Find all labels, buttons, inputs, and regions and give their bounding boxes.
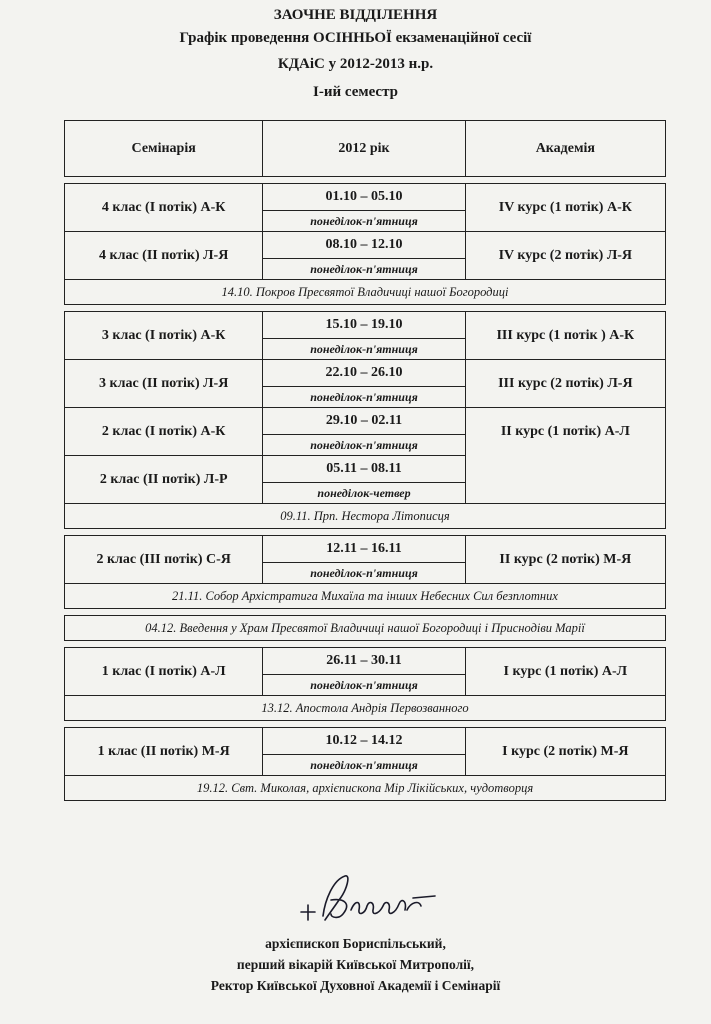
seminary-cell: 4 клас (ІІ потік) Л-Я xyxy=(65,232,263,280)
seminary-cell: 4 клас (І потік) А-К xyxy=(65,184,263,232)
dates-cell: 26.11 – 30.11 xyxy=(263,648,465,675)
holiday-row: 09.11. Прп. Нестора Літописця xyxy=(65,504,666,529)
seminary-cell: 2 клас (І потік) А-К xyxy=(65,408,263,456)
dates-cell: 01.10 – 05.10 xyxy=(263,184,465,211)
row-gap xyxy=(65,641,666,648)
holiday-row: 14.10. Покров Пресвятої Владичиці нашої Богородиці xyxy=(65,280,666,305)
dates-cell: 05.11 – 08.11 xyxy=(263,456,465,483)
seminary-cell: 3 клас (І потік) А-К xyxy=(65,312,263,360)
holiday-row: 19.12. Свт. Миколая, архієпископа Мір Лікійських, чудотворця xyxy=(65,776,666,801)
academy-cell: II курс (1 потік) А-Л xyxy=(465,408,665,504)
signatory-title-3: Ректор Київської Духовної Академії і Семінарії xyxy=(210,978,501,993)
days-cell: понеділок-п'ятниця xyxy=(263,435,465,456)
department-title: ЗАОЧНЕ ВІДДІЛЕННЯ xyxy=(273,7,438,23)
academy-cell: III курс (1 потік ) А-К xyxy=(465,312,665,360)
table-row xyxy=(65,536,666,563)
days-cell: понеділок-п'ятниця xyxy=(263,339,465,360)
days-cell: понеділок-п'ятниця xyxy=(263,563,465,584)
academy-cell: III курс (2 потік) Л-Я xyxy=(465,360,665,408)
institution-year: КДАіС у 2012-2013 н.р. xyxy=(277,56,434,72)
dates-cell: 12.11 – 16.11 xyxy=(263,536,465,563)
schedule-title: Графік проведення ОСІННЬОЇ екзаменаційної сесії xyxy=(179,30,532,46)
academy-cell: II курс (2 потік) М-Я xyxy=(465,536,665,584)
holiday-row: 13.12. Апостола Андрія Первозванного xyxy=(65,696,666,721)
exam-schedule-table xyxy=(64,120,666,801)
signatory-block xyxy=(0,933,711,996)
table-row xyxy=(65,232,666,259)
table-row xyxy=(65,312,666,339)
table-row xyxy=(65,408,666,435)
academy-cell: IV курс (1 потік) А-К xyxy=(465,184,665,232)
seminary-cell: 1 клас (ІІ потік) М-Я xyxy=(65,728,263,776)
row-gap xyxy=(65,177,666,184)
seminary-cell: 2 клас (ІІІ потік) С-Я xyxy=(65,536,263,584)
days-cell: понеділок-п'ятниця xyxy=(263,259,465,280)
table-row xyxy=(65,728,666,755)
days-cell: понеділок-п'ятниця xyxy=(263,675,465,696)
table-row xyxy=(65,184,666,211)
row-gap xyxy=(65,529,666,536)
semester-title: І-ий семестр xyxy=(313,84,398,100)
dates-cell: 29.10 – 02.11 xyxy=(263,408,465,435)
handwritten-signature xyxy=(295,870,445,930)
seminary-cell: 1 клас (І потік) А-Л xyxy=(65,648,263,696)
signatory-title-2: перший вікарій Київської Митрополії, xyxy=(236,957,475,972)
days-cell: понеділок-п'ятниця xyxy=(263,755,465,776)
holiday-row: 04.12. Введення у Храм Пресвятої Владичиці нашої Богородиці і Приснодіви Марії xyxy=(65,616,666,641)
days-cell: понеділок-п'ятниця xyxy=(263,387,465,408)
signatory-title-1: архієпископ Бориспільський, xyxy=(265,936,446,951)
table-row xyxy=(65,648,666,675)
academy-cell: IV курс (2 потік) Л-Я xyxy=(465,232,665,280)
col-seminary-header: Семінарія xyxy=(65,121,263,177)
days-cell: понеділок-четвер xyxy=(263,483,465,504)
seminary-cell: 2 клас (ІІ потік) Л-Р xyxy=(65,456,263,504)
row-gap xyxy=(65,305,666,312)
col-academy-header: Академія xyxy=(465,121,665,177)
holiday-row: 21.11. Собор Архістратига Михаїла та інших Небесних Сил безплотних xyxy=(65,584,666,609)
academy-cell: I курс (2 потік) М-Я xyxy=(465,728,665,776)
table-row xyxy=(65,360,666,387)
academy-cell: I курс (1 потік) А-Л xyxy=(465,648,665,696)
table-header-row xyxy=(65,121,666,177)
col-year-header: 2012 рік xyxy=(263,121,465,177)
dates-cell: 10.12 – 14.12 xyxy=(263,728,465,755)
dates-cell: 08.10 – 12.10 xyxy=(263,232,465,259)
dates-cell: 22.10 – 26.10 xyxy=(263,360,465,387)
seminary-cell: 3 клас (ІІ потік) Л-Я xyxy=(65,360,263,408)
row-gap xyxy=(65,609,666,616)
dates-cell: 15.10 – 19.10 xyxy=(263,312,465,339)
row-gap xyxy=(65,721,666,728)
days-cell: понеділок-п'ятниця xyxy=(263,211,465,232)
